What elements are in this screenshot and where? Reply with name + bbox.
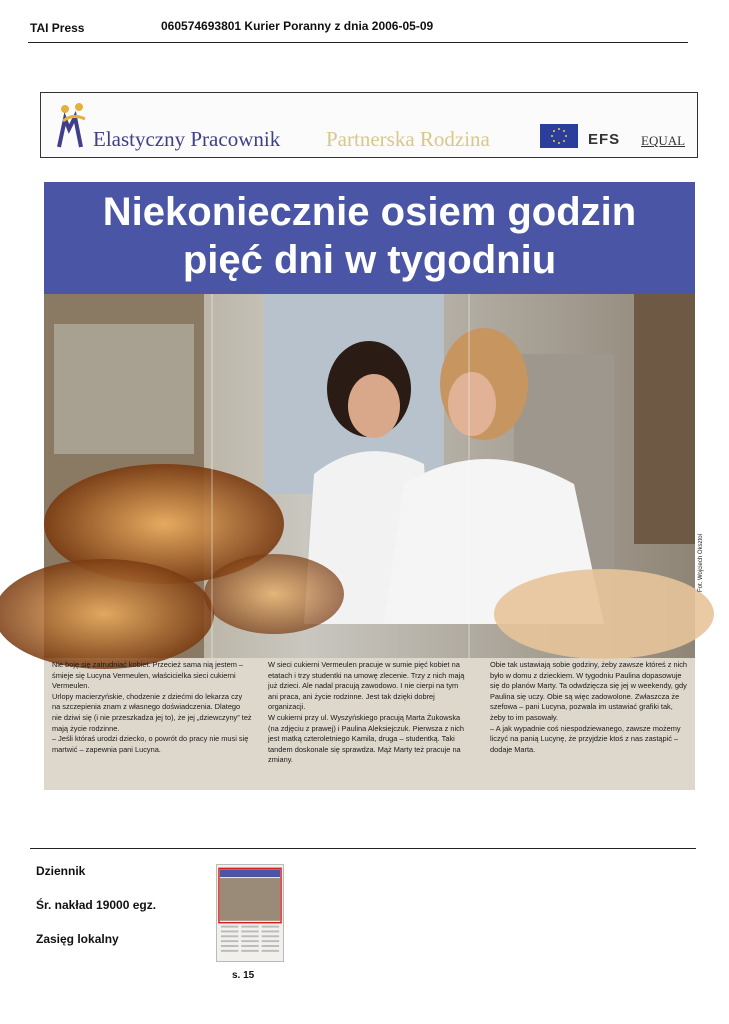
publication-type: Dziennik [36, 864, 86, 878]
paragraph: – Jeśli któraś urodzi dziecko, o powrót do pracy nie musi się martwić – zapewnia pani Lucyna. [52, 734, 249, 754]
header-divider [28, 42, 688, 43]
efs-logo: EFS [588, 131, 621, 148]
paragraph: W cukierni przy ul. Wyszyńskiego pracują Marta Żukowska (na zdjęciu z prawej) i Paulina Aleksiejczuk. Pierwsza z nich jest matką czteroletniego Kamila, druga – studentką. Taki tandem doskonale się sprawdza. Mąż Marty też pracuje na zmiany. [268, 712, 464, 765]
article-column-2 [268, 660, 468, 766]
agency-name: TAI Press [30, 21, 85, 35]
paragraph: Urlopy macierzyńskie, chodzenie z dziećmi do lekarza czy na szczepienia znam z własnego doświadczenia. Dlatego nie dziwi się (i nie przeszkadza jej to), że jej „dziewczyny” też mają życie rodzinne. [52, 691, 252, 733]
paragraph: Obie tak ustawiają sobie godziny, żeby zawsze któreś z nich było w domu z dzieckiem. W tygodniu Paulina dopasowuje się do planów Marty. Ta odwdzięcza się jej w weekendy, gdy Paulina się uczy. Obie są więc zadowolone. Zwłaszcza że szefowa – pani Lucyna, pozwala im ustawiać grafiki tak, żeby to im pasowały. [490, 660, 688, 722]
article-body [50, 660, 690, 788]
headline-band [44, 182, 695, 294]
paragraph: Nie boję się zatrudniać kobiet. Przecież sama nią jestem – śmieje się Lucyna Vermeulen, właścicielka sieci cukierni Vermeulen. [52, 660, 244, 691]
banner-primary-text: Elastyczny Pracownik [93, 127, 281, 151]
circulation: Śr. nakład 19000 egz. [36, 898, 157, 912]
photo-credit: Fot. Wojciech Oksztol [698, 534, 704, 592]
paragraph: – A jak wypadnie coś niespodziewanego, zawsze możemy liczyć na panią Lucynę, że przyjdzie ktoś z nas zastąpić – dodaje Marta. [490, 723, 681, 754]
headline-line-2: pięć dni w tygodniu [182, 238, 557, 282]
page-number: s. 15 [232, 970, 255, 981]
figures-logo-icon [53, 99, 93, 151]
page-thumbnail[interactable] [216, 864, 284, 962]
newspaper-article [44, 182, 704, 790]
article-column-3 [490, 660, 690, 755]
headline-line-1: Niekoniecznie osiem godzin [102, 190, 637, 234]
distribution-range: Zasięg lokalny [36, 932, 119, 946]
source-info: 060574693801 Kurier Poranny z dnia 2006-05-09 [161, 19, 434, 33]
footer-divider [30, 848, 696, 849]
banner-secondary-text: Partnerska Rodzina [326, 127, 490, 151]
bakery-photo [44, 294, 695, 658]
article-column-1 [52, 660, 252, 755]
eu-flag-icon [540, 124, 578, 148]
paragraph: W sieci cukierni Vermeulen pracuje w sumie pięć kobiet na etatach i trzy studentki na umowę zlecenie. Trzy z nich mają już dzieci. Ale nadal pracują zawodowo. I nie cierpi na tym ani praca, ani życie rodzinne. Jest tak dzięki dobrej organizacji. [268, 660, 465, 712]
equal-logo: EQUAL [641, 133, 686, 148]
campaign-banner [40, 92, 698, 158]
